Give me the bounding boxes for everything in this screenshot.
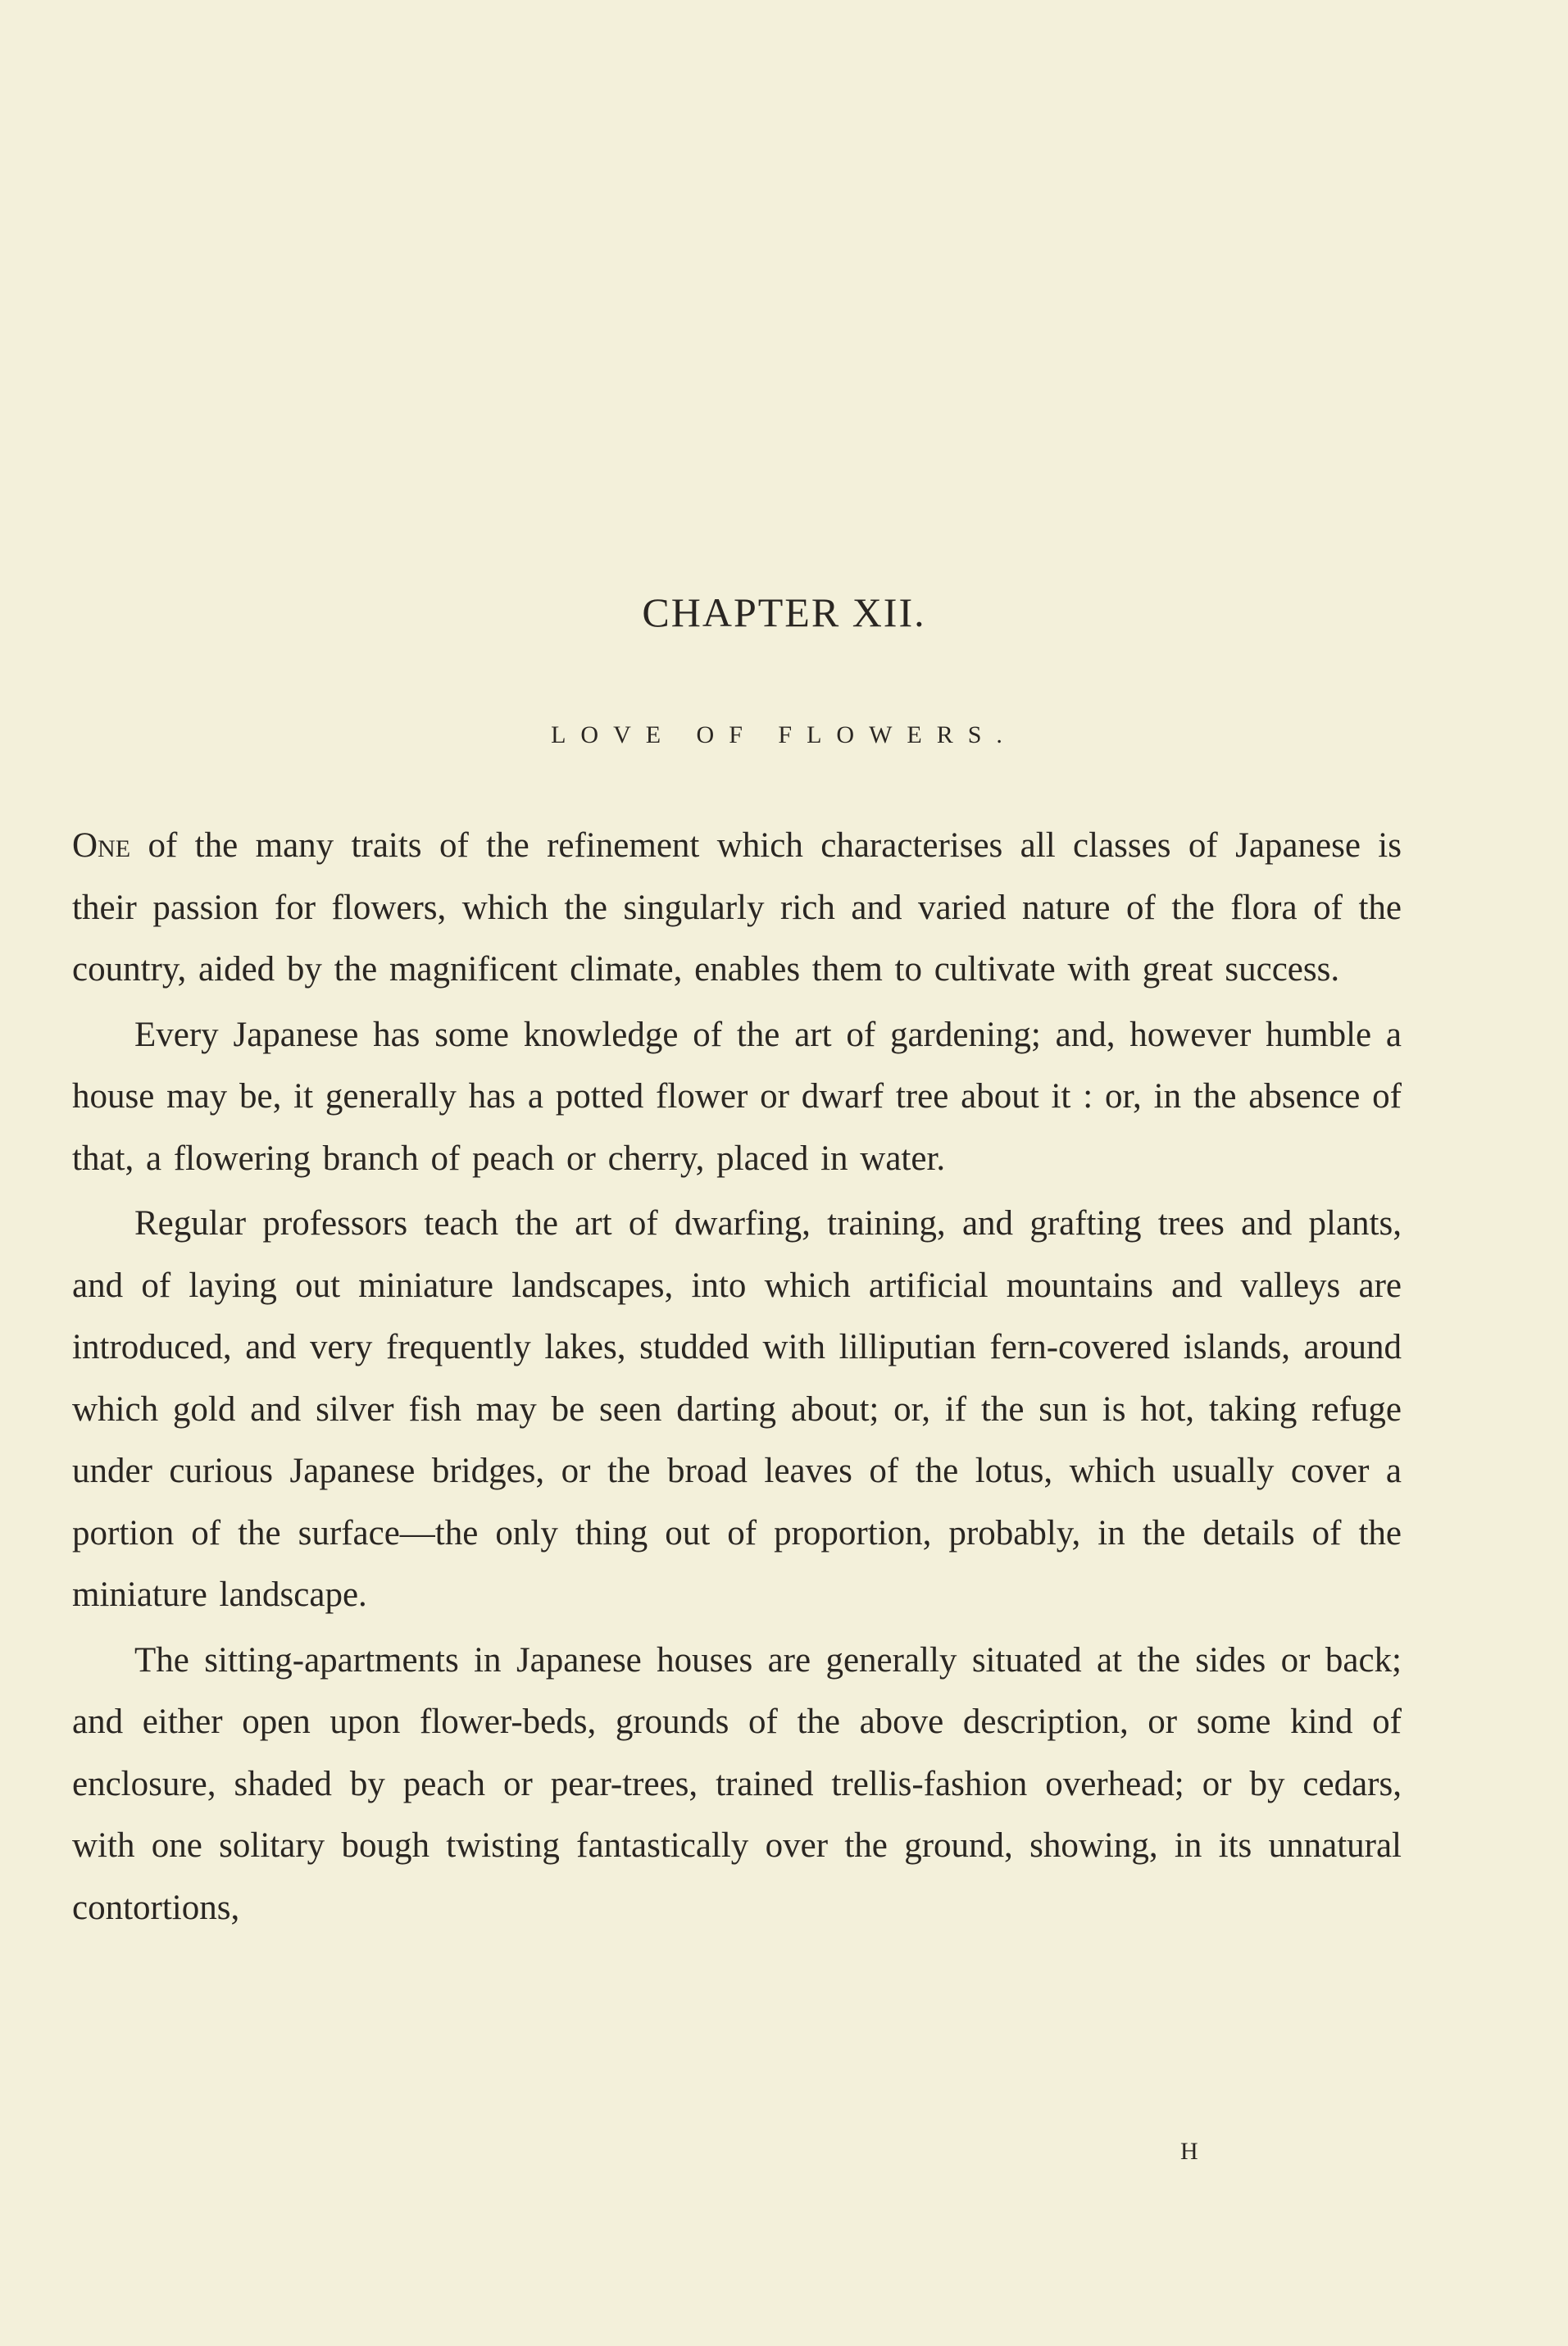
chapter-title: LOVE OF FLOWERS.	[551, 721, 1017, 748]
paragraph-4: The sitting-apartments in Japanese houses are generally situated at the sides or back; and either open upon flower-beds, grounds of the above description, or some kind of enclosure, shaded by peach or pear-trees, trained trellis-fashion overhead; or by cedars, with one solitary bough twisting fantastically over the ground, showing, in its unnatural contortions,	[72, 1640, 1402, 1927]
paragraph-2: Every Japanese has some knowledge of the art of gardening; and, however humble a house may be, it generally has a potted flower or dwarf tree about it : or, in the absence of that, a flowering branch of peach or cherry, placed in water.	[72, 1015, 1402, 1178]
paragraph-1-text: of the many traits of the refinement which characterises all classes of Japanese is their passion for flowers, which the singularly rich and varied nature of the flora of the country, aided by the magnificent climate, enables them to cultivate with great success.	[72, 826, 1402, 989]
signature-mark: H	[1180, 2138, 1200, 2165]
chapter-heading: CHAPTER XII.	[642, 589, 926, 635]
paragraph-3: Regular professors teach the art of dwarfing, training, and grafting trees and plants, and of laying out miniature landscapes, into which artificial mountains and valleys are introduced, and very frequently lakes, studded with lilliputian fern-covered islands, around which gold and silver fish may be seen darting about; or, if the sun is hot, taking refuge under curious Japanese bridges, or the broad leaves of the lotus, which usually cover a portion of the surface—the only thing out of proportion, probably, in the details of the miniature landscape.	[72, 1204, 1402, 1614]
paragraph-1-lead: One	[72, 826, 131, 865]
chapter-body	[72, 815, 1402, 1939]
paragraph-1	[72, 815, 1402, 1001]
